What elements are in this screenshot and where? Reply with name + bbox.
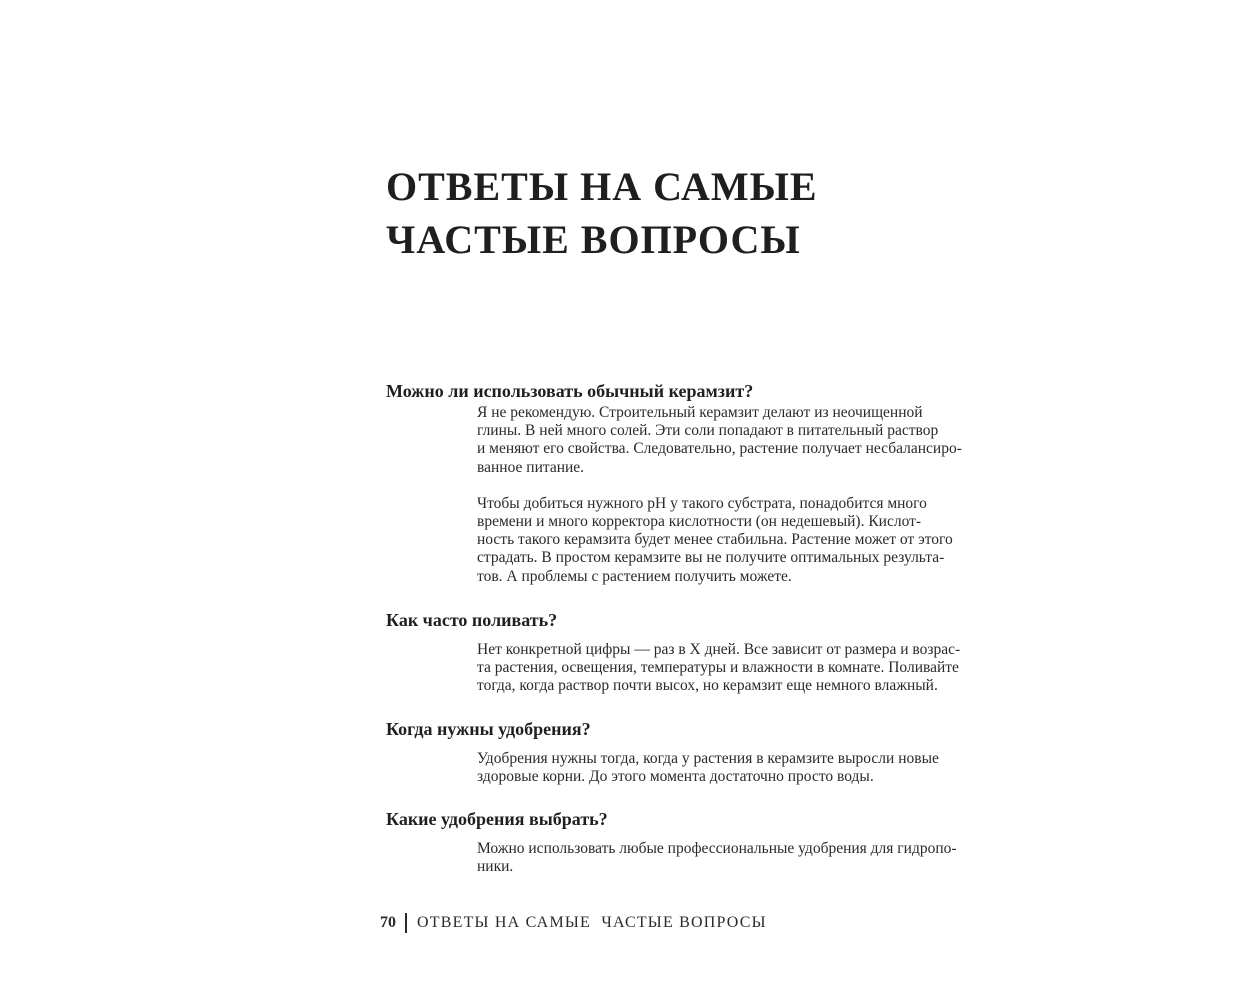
- faq-answer-paragraph: [477, 750, 987, 786]
- faq-item: [386, 378, 1006, 586]
- answer-line: Нет конкретной цифры — раз в X дней. Все зависит от размера и возрас-: [477, 641, 961, 658]
- answer-line: Удобрения нужны тогда, когда у растения в керамзите выросли новые: [477, 750, 939, 767]
- footer-divider: [405, 913, 407, 933]
- faq-item: [386, 607, 1006, 696]
- page-title-line-2: ЧАСТЫЕ ВОПРОСЫ: [386, 217, 801, 262]
- running-head: ОТВЕТЫ НА САМЫЕ ЧАСТЫЕ ВОПРОСЫ: [417, 914, 767, 931]
- faq-answer-paragraph: [477, 404, 987, 477]
- answer-line: ники.: [477, 858, 514, 876]
- answer-line: ность такого керамзита будет менее стабильна. Растение может от этого: [477, 531, 953, 549]
- answer-line: страдать. В простом керамзите вы не получите оптимальных результа-: [477, 549, 945, 567]
- faq-question: Как часто поливать?: [386, 610, 558, 630]
- answer-line: здоровые корни. До этого момента достаточно просто воды.: [477, 768, 874, 786]
- answer-line: Чтобы добиться нужного pH у такого субстрата, понадобится много: [477, 494, 927, 512]
- faq-answer-paragraph: [477, 641, 987, 696]
- faq-answer-paragraph: [477, 840, 987, 876]
- answer-line: времени и много корректора кислотности (он недешевый). Кислот-: [477, 513, 922, 531]
- faq-answer-paragraph: [477, 495, 987, 586]
- answer-line: Я не рекомендую. Строительный керамзит делают из неочищенной: [477, 404, 923, 421]
- faq-question: Можно ли использовать обычный керамзит?: [386, 381, 754, 401]
- faq-question: Какие удобрения выбрать?: [386, 809, 608, 829]
- answer-line: и меняют его свойства. Следовательно, растение получает несбалансиро-: [477, 440, 962, 458]
- answer-line: та растения, освещения, температуры и влажности в комнате. Поливайте: [477, 659, 959, 677]
- answer-line: ванное питание.: [477, 458, 585, 476]
- answer-line: Можно использовать любые профессиональные удобрения для гидропо-: [477, 840, 957, 857]
- faq-question: Когда нужны удобрения?: [386, 719, 591, 739]
- answer-line: тов. А проблемы с растением получить можете.: [477, 567, 792, 585]
- page-title-line-1: ОТВЕТЫ НА САМЫЕ: [386, 164, 818, 209]
- answer-line: тогда, когда раствор почти высох, но керамзит еще немного влажный.: [477, 677, 938, 695]
- faq-item: [386, 806, 1006, 876]
- page-footer: [380, 912, 767, 934]
- page-number: 70: [380, 914, 396, 931]
- faq-item: [386, 716, 1006, 786]
- page-title: [386, 160, 1026, 266]
- answer-line: глины. В ней много солей. Эти соли попадают в питательный раствор: [477, 422, 939, 440]
